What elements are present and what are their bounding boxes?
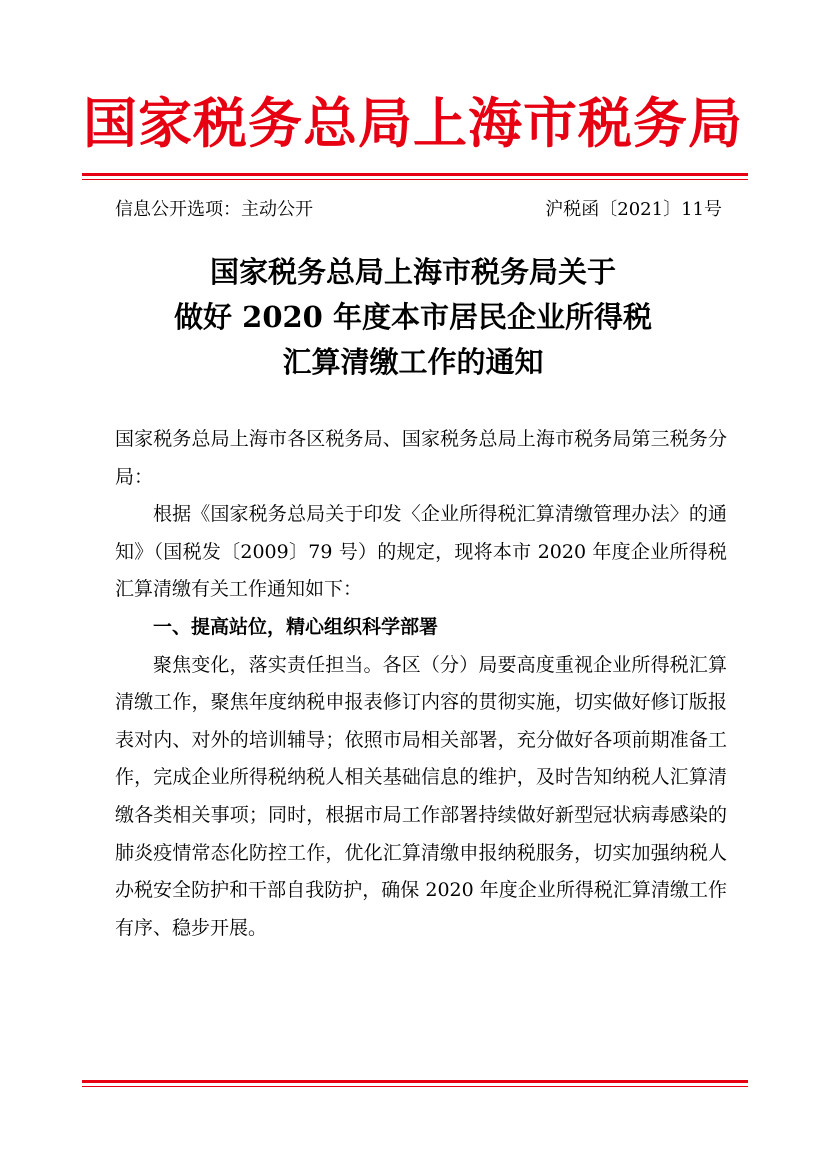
header-divider-thick <box>82 173 748 176</box>
footer-divider <box>82 1080 748 1087</box>
header-divider-thin <box>82 179 748 180</box>
document-title <box>0 250 826 385</box>
footer-divider-thin <box>82 1086 748 1087</box>
document-number: 沪税函〔2021〕11号 <box>545 199 722 220</box>
masthead-title: 国家税务总局上海市税务局 <box>83 91 743 155</box>
salutation: 国家税务总局上海市各区税务局、国家税务总局上海市税务局第三税务分局： <box>115 428 727 488</box>
document-title-line-3: 汇算清缴工作的通知 <box>282 345 544 379</box>
body-paragraph: 聚焦变化，落实责任担当。各区（分）局要高度重视企业所得税汇算清缴工作，聚焦年度纳税申报表修订内容的贯彻实施，切实做好修订版报表对内、对外的培训辅导；依照市局相关部署，充分做好各项前期准备工作，完成企业所得税纳税人相关基础信息的维护，及时告知纳税人汇算清缴各类相关事项；同时，根据市局工作部署持续做好新型冠状病毒感染的肺炎疫情常态化防控工作，优化汇算清缴申报纳税服务，切实加强纳税人办税安全防护和干部自我防护，确保 2020 年度企业所得税汇算清缴工作有序、稳步开展。 <box>115 653 727 939</box>
disclosure-option: 信息公开选项：主动公开 <box>115 199 313 220</box>
document-title-line-2: 做好 2020 年度本市居民企业所得税 <box>174 300 652 334</box>
document-body <box>115 421 727 947</box>
header-divider <box>82 173 748 180</box>
section-heading: 一、提高站位，精心组织科学部署 <box>153 615 439 638</box>
footer-divider-thick <box>82 1080 748 1083</box>
body-paragraph: 根据《国家税务总局关于印发〈企业所得税汇算清缴管理办法〉的通知》（国税发〔2009〕79 号）的规定，现将本市 2020 年度企业所得税汇算清缴有关工作通知如下： <box>115 503 727 601</box>
document-title-line-1: 国家税务总局上海市税务局关于 <box>209 255 616 289</box>
